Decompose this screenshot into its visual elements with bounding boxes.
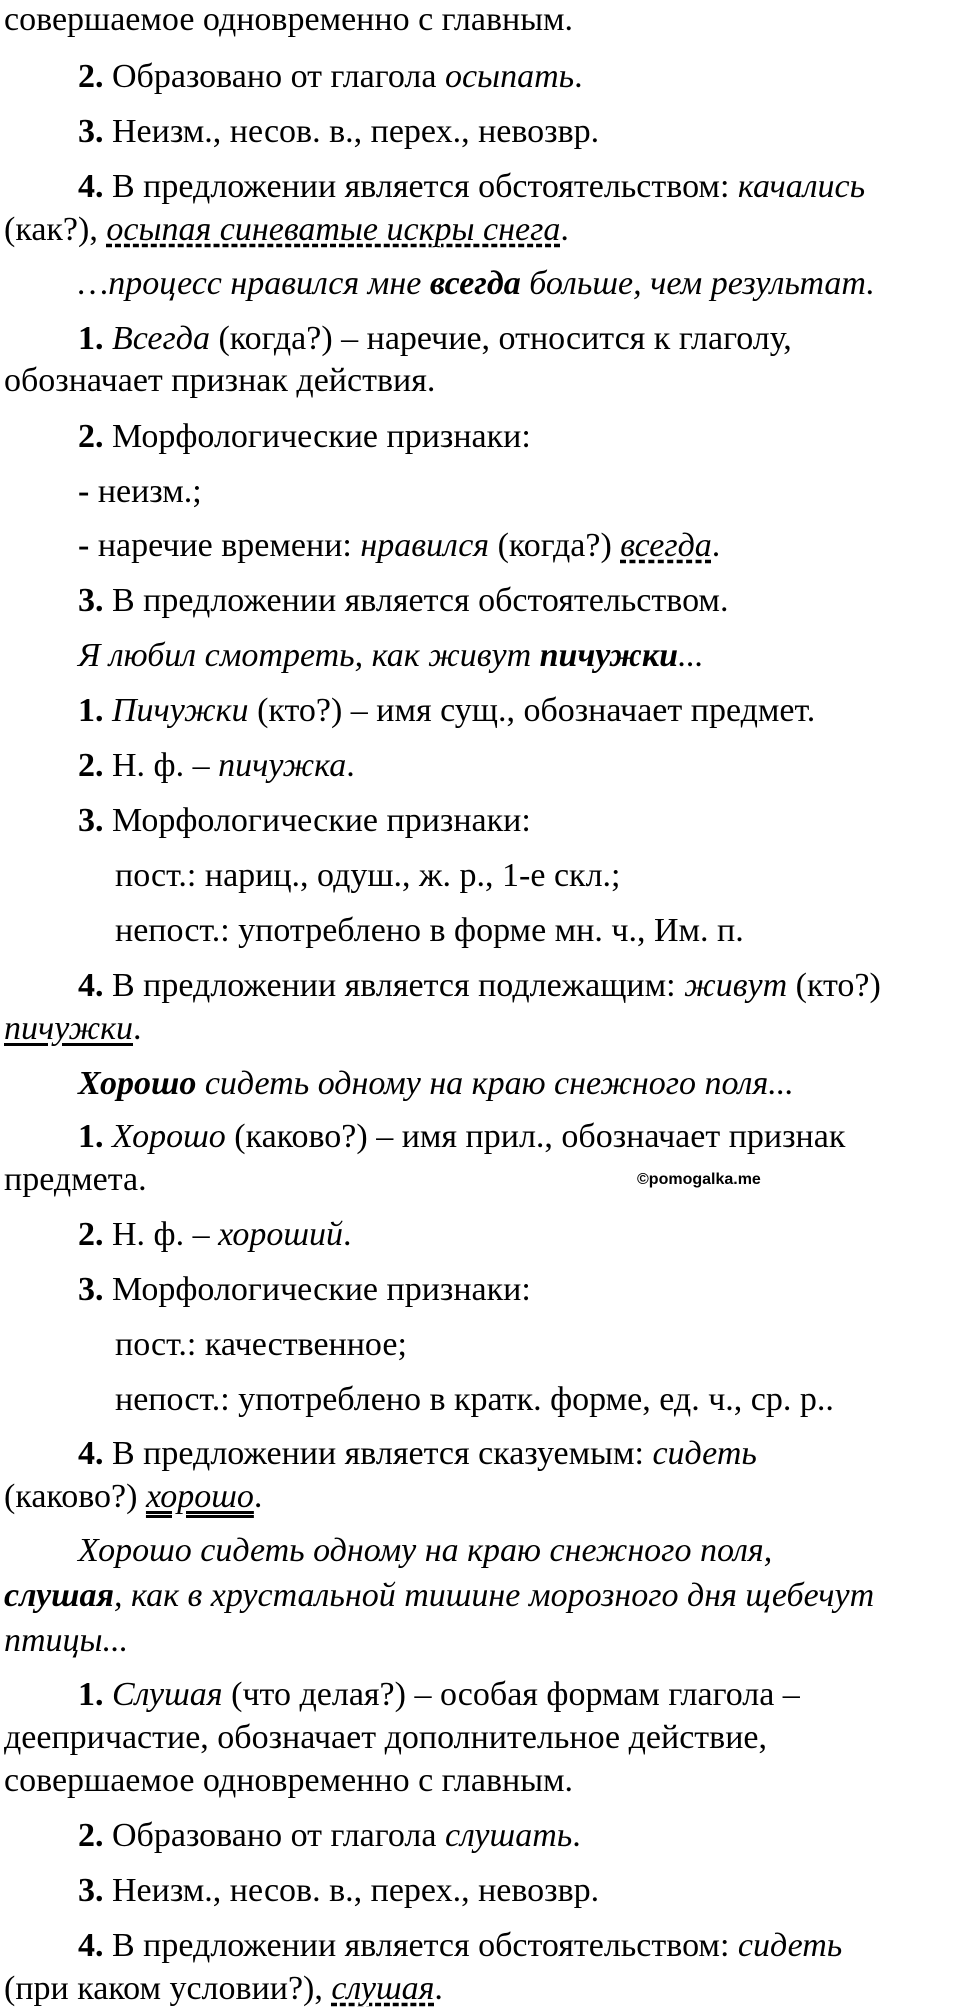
text-line	[115, 856, 620, 896]
text-run: (кто?) – имя сущ., обозначает предмет.	[248, 692, 816, 729]
text-run: 3.	[78, 113, 104, 150]
text-line	[78, 801, 531, 841]
text-run: Пичужки	[112, 692, 249, 729]
text-run	[104, 1676, 113, 1713]
text-run: (каково?) – имя прил., обозначает признак	[225, 1118, 846, 1155]
text-run: 2.	[78, 747, 104, 784]
text-line	[78, 1270, 531, 1310]
text-run: .	[434, 1970, 443, 2007]
text-run: .	[133, 1010, 142, 1047]
text-run: Н. ф. –	[103, 747, 219, 784]
text-run: пост.: качественное;	[115, 1326, 407, 1363]
text-line	[78, 1117, 845, 1157]
text-run: 1.	[78, 1676, 104, 1713]
text-run: 2.	[78, 418, 104, 455]
text-line	[78, 1531, 772, 1571]
text-run: сидеть	[652, 1435, 757, 1472]
text-run	[104, 320, 113, 357]
text-run: 1.	[78, 320, 104, 357]
text-line	[78, 691, 815, 731]
text-run: (каково?)	[4, 1478, 146, 1515]
text-run: сидеть	[737, 1927, 843, 1964]
text-line	[4, 1009, 142, 1049]
text-line	[78, 581, 728, 621]
text-line	[115, 911, 744, 951]
text-run: Неизм., несов. в., перех., невозвр.	[103, 113, 600, 150]
text-run: слушать	[444, 1817, 573, 1854]
text-run: (когда?)	[489, 527, 621, 564]
text-run: Хорошо	[78, 1065, 197, 1102]
text-line	[78, 167, 865, 207]
text-line	[78, 1675, 800, 1715]
text-run: …процесс нравился мне	[78, 265, 430, 302]
text-line	[78, 57, 583, 97]
text-run: 1.	[78, 1118, 104, 1155]
text-line	[78, 636, 704, 676]
text-run: нравился	[360, 527, 490, 564]
text-run: В предложении является обстоятельством:	[103, 168, 738, 205]
text-run: -	[78, 527, 98, 564]
text-run: Морфологические признаки:	[103, 418, 531, 455]
text-run: В предложении является сказуемым:	[103, 1435, 653, 1472]
text-run: 4.	[78, 1927, 104, 1964]
text-line	[4, 1477, 262, 1517]
text-run: непост.: употреблено в кратк. форме, ед. ч., ср. р..	[115, 1381, 834, 1418]
text-run: Морфологические признаки:	[103, 802, 531, 839]
text-run: деепричастие, обозначает дополнительное действие,	[4, 1719, 767, 1756]
text-run: В предложении является обстоятельством:	[103, 1927, 738, 1964]
text-run: В предложении является обстоятельством.	[103, 582, 729, 619]
text-run: .	[711, 527, 721, 564]
text-run: наречие времени:	[97, 527, 361, 564]
text-run: больше, чем результат.	[520, 265, 875, 302]
text-line	[78, 112, 599, 152]
text-run: слушая	[331, 1970, 435, 2007]
text-run: 2.	[78, 1817, 104, 1854]
text-line	[4, 1761, 573, 1801]
text-run: 3.	[78, 582, 104, 619]
text-line	[78, 264, 875, 304]
text-run: Хорошо	[112, 1118, 226, 1155]
text-line	[4, 1969, 443, 2009]
text-run: пичужки	[4, 1010, 133, 1047]
text-run: хороший	[218, 1216, 344, 1253]
text-run: 4.	[78, 967, 104, 1004]
text-run: Образовано от глагола	[103, 58, 445, 95]
text-run: (что делая?) – особая формам глагола –	[222, 1676, 800, 1713]
text-run: .	[343, 1216, 352, 1253]
text-run: непост.: употреблено в форме мн. ч., Им. п.	[115, 912, 744, 949]
text-run: -	[78, 473, 98, 510]
text-line	[4, 1576, 874, 1616]
text-run: птицы...	[4, 1622, 129, 1659]
text-line	[78, 472, 202, 512]
text-run: , как в хрустальной тишине морозного дня щебечут	[114, 1577, 875, 1614]
text-run: пичужки	[539, 637, 679, 674]
text-line	[78, 1064, 794, 1104]
text-run: .	[346, 747, 355, 784]
text-line	[78, 319, 792, 359]
text-run: 2.	[78, 58, 104, 95]
text-line	[78, 1871, 599, 1911]
text-run: 3.	[78, 1271, 104, 1308]
text-run	[104, 692, 113, 729]
text-run: 2.	[78, 1216, 104, 1253]
text-run: (когда?) – наречие, относится к глаголу,	[209, 320, 792, 357]
text-line	[78, 1434, 757, 1474]
text-run: (кто?)	[787, 967, 881, 1004]
text-run: качались	[737, 168, 866, 205]
text-run: .	[574, 58, 583, 95]
text-run: неизм.;	[97, 473, 202, 510]
text-run: Я любил смотреть, как живут	[78, 637, 540, 674]
text-line	[115, 1380, 834, 1420]
text-run	[104, 1118, 113, 1155]
text-run: ...	[678, 637, 704, 674]
text-line	[4, 0, 573, 40]
text-run: .	[560, 211, 569, 248]
text-line	[4, 210, 569, 250]
text-line	[78, 1215, 352, 1255]
text-run: осыпая синеватые искры снега	[106, 211, 561, 248]
text-run: сидеть одному на краю снежного поля...	[196, 1065, 794, 1102]
text-run: Н. ф. –	[103, 1216, 219, 1253]
text-line	[78, 1816, 581, 1856]
text-run: .	[253, 1478, 263, 1515]
text-line	[78, 526, 720, 566]
text-run: всегда	[429, 265, 521, 302]
text-run: (как?),	[4, 211, 107, 248]
text-run: (при каком условии?),	[4, 1970, 332, 2007]
text-line	[78, 966, 881, 1006]
text-run: 4.	[78, 1435, 104, 1472]
text-run: хорошо	[145, 1478, 254, 1515]
text-run: 1.	[78, 692, 104, 729]
text-run: Неизм., несов. в., перех., невозвр.	[103, 1872, 600, 1909]
text-run: Слушая	[112, 1676, 223, 1713]
text-run: .	[572, 1817, 581, 1854]
text-run: 3.	[78, 1872, 104, 1909]
text-run: пичужка	[218, 747, 347, 784]
text-run: Всегда	[112, 320, 210, 357]
watermark: ©pomogalka.me	[637, 1171, 761, 1188]
text-run: В предложении является подлежащим:	[103, 967, 685, 1004]
text-line	[4, 1718, 767, 1758]
text-run: 3.	[78, 802, 104, 839]
text-run: пост.: нариц., одуш., ж. р., 1-е скл.;	[115, 857, 621, 894]
text-run: всегда	[620, 527, 712, 564]
text-run: живут	[684, 967, 788, 1004]
text-run: Хорошо сидеть одному на краю снежного поля,	[78, 1532, 773, 1569]
text-run: обозначает признак действия.	[4, 362, 436, 399]
text-line	[4, 1621, 128, 1661]
text-line	[78, 1926, 842, 1966]
text-run: Образовано от глагола	[103, 1817, 445, 1854]
text-line	[4, 361, 435, 401]
text-run: Морфологические признаки:	[103, 1271, 531, 1308]
text-run: совершаемое одновременно с главным.	[4, 1, 574, 38]
text-run: слушая	[4, 1577, 115, 1614]
text-run: 4.	[78, 168, 104, 205]
text-line	[78, 746, 355, 786]
text-line	[115, 1325, 407, 1365]
text-run: предмета.	[4, 1161, 147, 1198]
text-run: осыпать	[444, 58, 575, 95]
text-run: совершаемое одновременно с главным.	[4, 1762, 574, 1799]
text-line	[4, 1160, 147, 1200]
text-line	[78, 417, 531, 457]
